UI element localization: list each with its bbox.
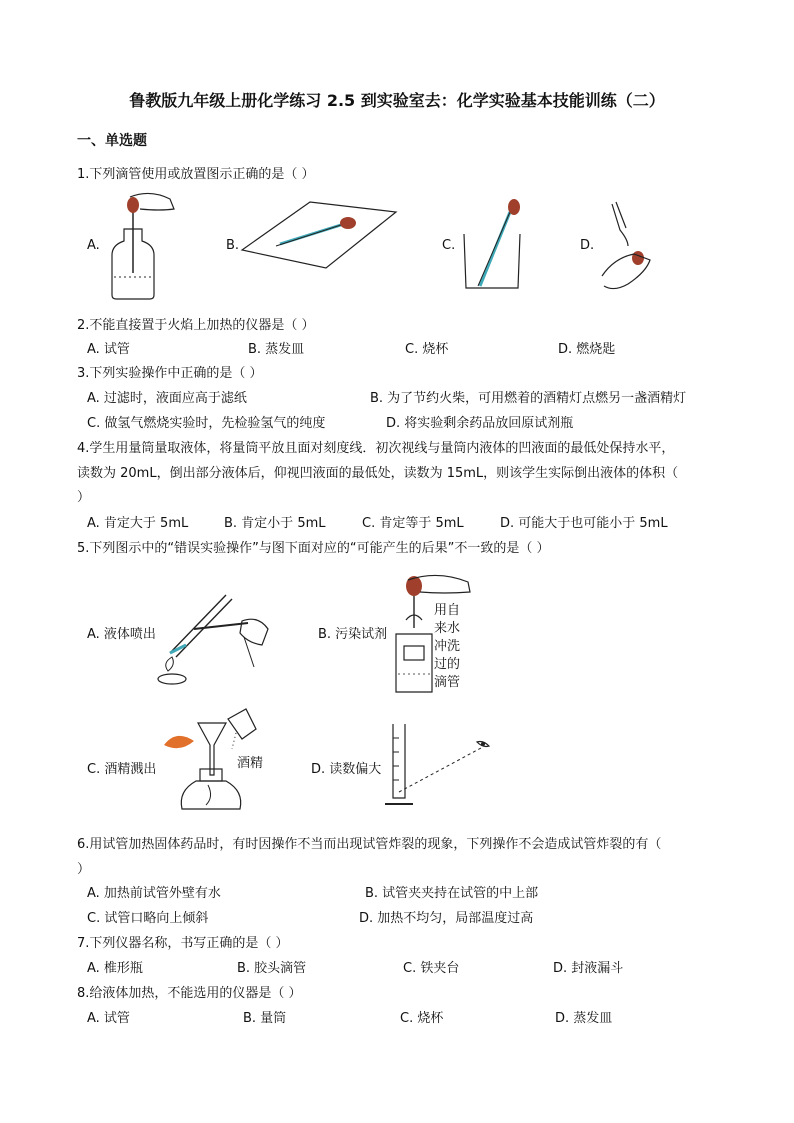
q2-option-b[interactable]: B. 蒸发皿 xyxy=(248,342,305,357)
q1-option-d[interactable]: D. xyxy=(580,238,595,253)
q7-option-b[interactable]: B. 胶头滴管 xyxy=(237,961,307,976)
q1-option-b[interactable]: B. xyxy=(226,238,240,253)
q2-option-c[interactable]: C. 烧杯 xyxy=(405,342,449,357)
q3-option-c[interactable]: C. 做氢气燃烧实验时，先检验氢气的纯度 xyxy=(87,416,326,431)
q1-option-a[interactable]: A. xyxy=(87,238,100,253)
q5-option-b[interactable]: B. 污染试剂 xyxy=(318,627,388,642)
question-3-stem: 3.下列实验操作中正确的是（ ） xyxy=(77,366,263,381)
question-4-stem-line-1: 4.学生用量筒量取液体，将量筒平放且面对刻度线．初次视线与量筒内液体的凹液面的最低处保持水平， xyxy=(77,441,675,456)
q1-option-c[interactable]: C. xyxy=(442,238,456,253)
q5-option-d[interactable]: D. 读数偏大 xyxy=(311,762,382,777)
question-6-stem-line-1: 6.用试管加热固体药品时，有时因操作不当而出现试管炸裂的现象，下列操作不会造成试管炸裂的有（ xyxy=(77,837,662,852)
q5-c-caption: 酒精 xyxy=(237,756,264,771)
q8-option-b[interactable]: B. 量筒 xyxy=(243,1011,287,1026)
question-6-stem-line-2: ） xyxy=(77,862,91,877)
q8-option-d[interactable]: D. 蒸发皿 xyxy=(555,1011,613,1026)
q3-option-d[interactable]: D. 将实验剩余药品放回原试剂瓶 xyxy=(386,416,574,431)
q6-option-a[interactable]: A. 加热前试管外壁有水 xyxy=(87,886,221,901)
q5-b-caption xyxy=(434,602,468,692)
question-1-stem: 1.下列滴管使用或放置图示正确的是（ ） xyxy=(77,167,315,182)
q4-option-c[interactable]: C. 肯定等于 5mL xyxy=(362,516,464,531)
q5-a-heating-tube-illustration xyxy=(150,585,275,685)
q4-option-a[interactable]: A. 肯定大于 5mL xyxy=(87,516,189,531)
q6-option-c[interactable]: C. 试管口略向上倾斜 xyxy=(87,911,209,926)
section-heading: 一、单选题 xyxy=(77,133,147,149)
q1-d-dropper-inverted-illustration xyxy=(598,200,668,295)
q2-option-d[interactable]: D. 燃烧匙 xyxy=(558,342,616,357)
q1-c-dropper-in-beaker-illustration xyxy=(460,200,530,295)
q1-a-dropper-in-bottle-illustration xyxy=(100,195,180,305)
q5-option-a[interactable]: A. 液体喷出 xyxy=(87,627,156,642)
q5-d-cylinder-reading-illustration xyxy=(385,718,495,813)
q8-option-a[interactable]: A. 试管 xyxy=(87,1011,130,1026)
q7-option-a[interactable]: A. 椎形瓶 xyxy=(87,961,143,976)
question-8-stem: 8.给液体加热，不能选用的仪器是（ ） xyxy=(77,986,302,1001)
q3-option-a[interactable]: A. 过滤时，液面应高于滤纸 xyxy=(87,391,247,406)
page-title: 鲁教版九年级上册化学练习 2.5 到实验室去：化学实验基本技能训练（二） xyxy=(129,91,665,110)
q1-b-dropper-on-table-illustration xyxy=(240,198,400,270)
q5-b-caption-line-1: 用自 xyxy=(434,603,461,618)
q5-b-caption-line-5: 滴管 xyxy=(434,675,461,690)
q4-option-d[interactable]: D. 可能大于也可能小于 5mL xyxy=(500,516,668,531)
q2-option-a[interactable]: A. 试管 xyxy=(87,342,130,357)
q5-b-caption-line-4: 过的 xyxy=(434,657,461,672)
q5-option-c[interactable]: C. 酒精溅出 xyxy=(87,762,157,777)
q6-option-d[interactable]: D. 加热不均匀，局部温度过高 xyxy=(359,911,534,926)
q5-b-caption-line-2: 来水 xyxy=(434,621,461,636)
question-2-stem: 2.不能直接置于火焰上加热的仪器是（ ） xyxy=(77,318,315,333)
q6-option-b[interactable]: B. 试管夹夹持在试管的中上部 xyxy=(365,886,539,901)
question-7-stem: 7.下列仪器名称，书写正确的是（ ） xyxy=(77,936,289,951)
q3-option-b[interactable]: B. 为了节约火柴，可用燃着的酒精灯点燃另一盏酒精灯 xyxy=(370,391,687,406)
q4-option-b[interactable]: B. 肯定小于 5mL xyxy=(224,516,326,531)
q7-option-d[interactable]: D. 封液漏斗 xyxy=(553,961,624,976)
q8-option-c[interactable]: C. 烧杯 xyxy=(400,1011,444,1026)
question-4-stem-line-3: ） xyxy=(77,490,91,505)
question-4-stem-line-2: 读数为 20mL，倒出部分液体后，仰视凹液面的最低处，读数为 15mL，则该学生实际倒出液体的体积（ xyxy=(77,466,679,481)
q7-option-c[interactable]: C. 铁夹台 xyxy=(403,961,460,976)
q5-b-caption-line-3: 冲洗 xyxy=(434,639,461,654)
question-5-stem: 5.下列图示中的“错误实验操作”与图下面对应的“可能产生的后果”不一致的是（ ） xyxy=(77,541,550,556)
